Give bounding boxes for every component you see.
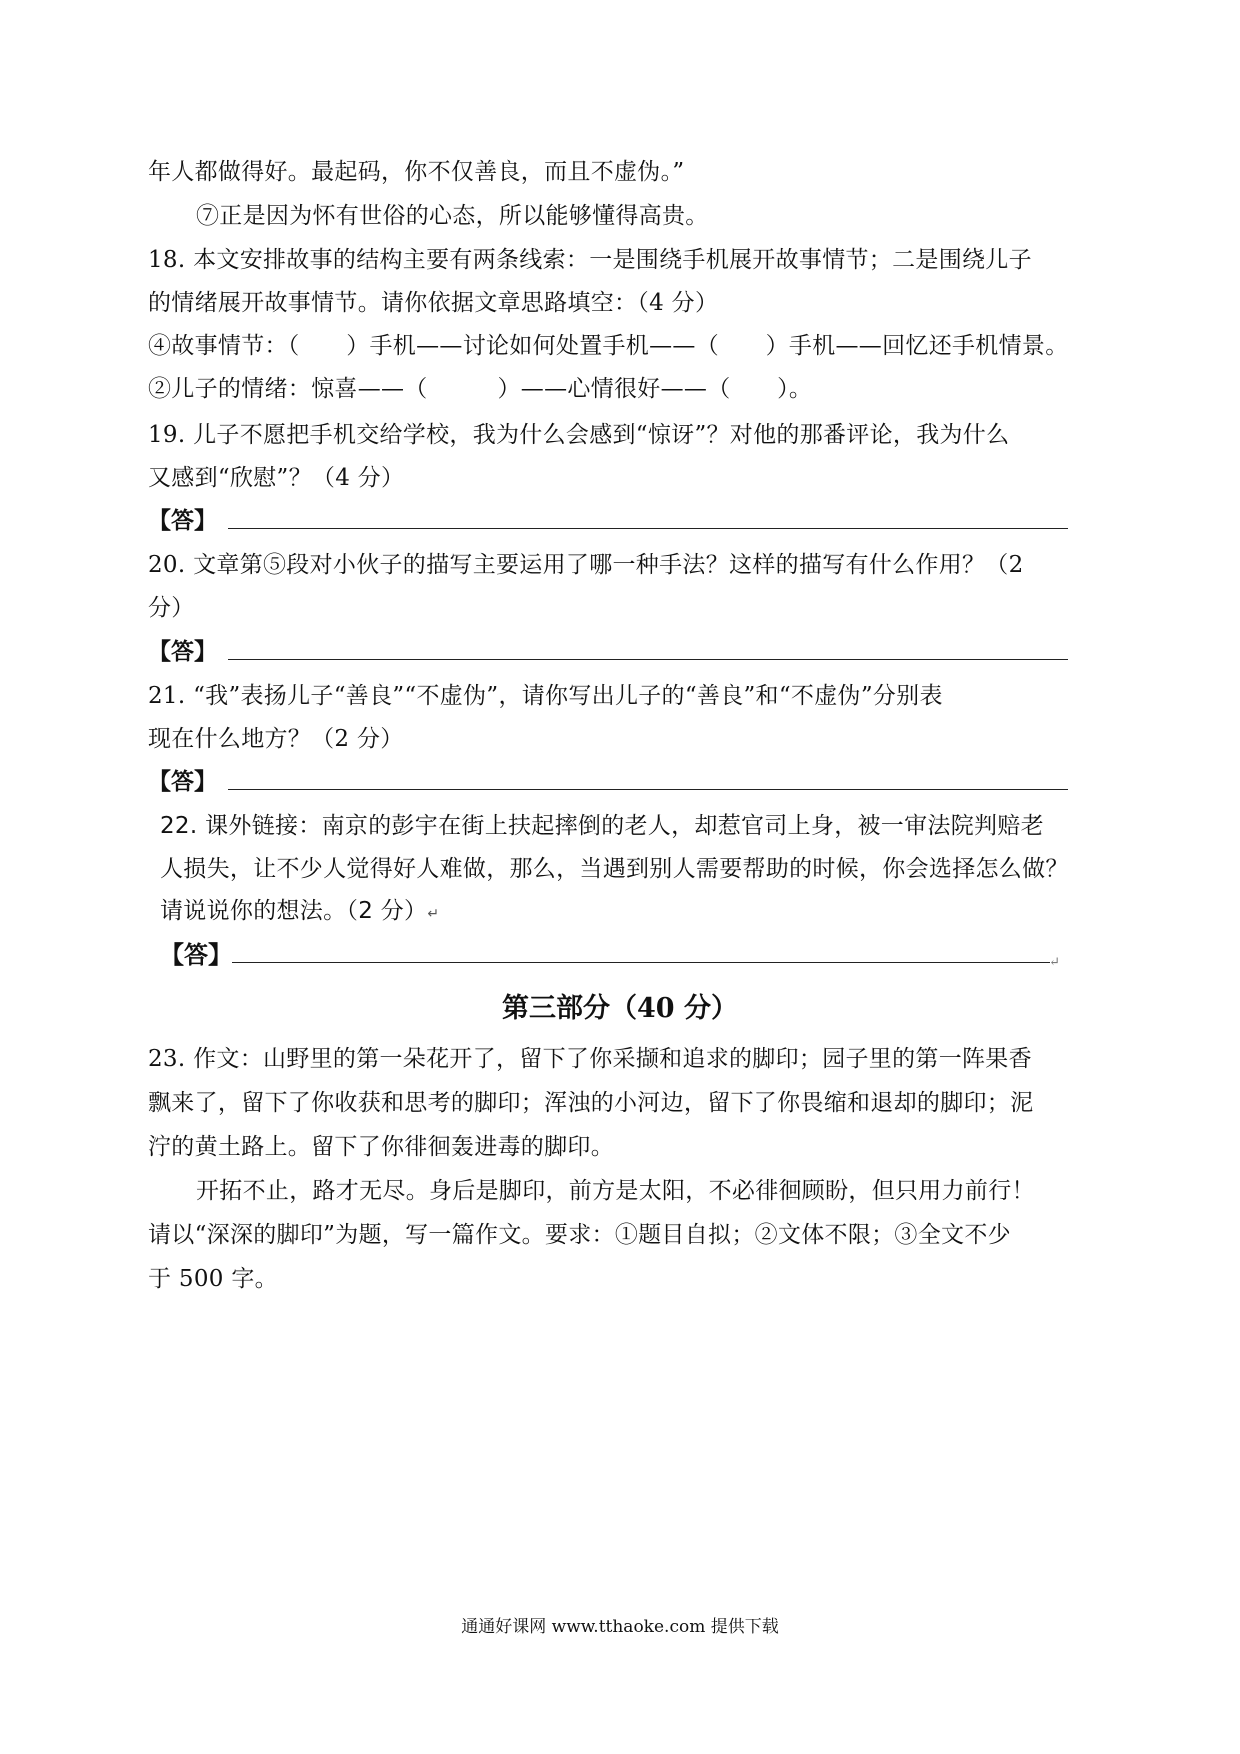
question-21-cont: 现在什么地方？（2 分） xyxy=(148,726,404,752)
answer-label: 【答】 xyxy=(148,768,217,795)
answer-label: 【答】 xyxy=(160,940,232,969)
answer-line-22[interactable] xyxy=(160,940,1060,970)
page-footer: 通通好课网 www.tthaoke.com 提供下载 xyxy=(461,1617,779,1637)
section-heading: 第三部分（40 分） xyxy=(502,993,738,1024)
answer-line-20[interactable] xyxy=(148,637,1068,667)
text-line: ⑦正是因为怀有世俗的心态，所以能够懂得高贵。 xyxy=(196,203,709,229)
question-18-plot-fill: ④故事情节：（ ）手机——讨论如何处置手机——（ ）手机——回忆还手机情景。 xyxy=(148,333,1069,359)
question-23-requirements: 请以“深深的脚印”为题，写一篇作文。要求：①题目自拟；②文体不限；③全文不少 xyxy=(148,1222,1011,1248)
answer-blank[interactable] xyxy=(232,962,1050,963)
question-18-mood-fill: ②儿子的情绪：惊喜——（ ）——心情很好——（ ）。 xyxy=(148,376,813,402)
question-23-cont: 于 500 字。 xyxy=(148,1266,278,1292)
question-21: 21. “我”表扬儿子“善良”“不虚伪”，请你写出儿子的“善良”和“不虚伪”分别表 xyxy=(148,683,943,709)
question-18-cont: 的情绪展开故事情节。请你依据文章思路填空：（4 分） xyxy=(148,290,719,316)
question-18: 18. 本文安排故事的结构主要有两条线索：一是围绕手机展开故事情节；二是围绕儿子 xyxy=(148,247,1032,273)
question-23-cont: 飘来了，留下了你收获和思考的脚印；浑浊的小河边，留下了你畏缩和退却的脚印；泥 xyxy=(148,1090,1034,1116)
question-23-paragraph: 开拓不止，路才无尽。身后是脚印，前方是太阳，不必徘徊顾盼，但只用力前行！ xyxy=(196,1178,1035,1204)
answer-blank[interactable] xyxy=(228,659,1068,660)
question-22-cont2 xyxy=(160,896,1120,929)
return-mark: ↵ xyxy=(1049,955,1060,970)
answer-blank[interactable] xyxy=(228,528,1068,529)
answer-line-19[interactable] xyxy=(148,506,1068,536)
question-20-cont: 分） xyxy=(148,595,195,621)
question-19: 19. 儿子不愿把手机交给学校，我为什么会感到“惊讶”？对他的那番评论，我为什么 xyxy=(148,422,1010,448)
answer-line-21[interactable] xyxy=(148,767,1068,797)
answer-label: 【答】 xyxy=(148,638,217,665)
question-23-cont: 泞的黄土路上。留下了你徘徊轰进毒的脚印。 xyxy=(148,1134,614,1160)
question-22-cont: 人损失，让不少人觉得好人难做，那么，当遇到别人需要帮助的时候，你会选择怎么做？ xyxy=(160,856,1069,882)
question-19-cont: 又感到“欣慰”？（4 分） xyxy=(148,465,405,491)
return-mark: ↵ xyxy=(427,906,440,922)
question-22-text: 请说说你的想法。（2 分） xyxy=(160,898,428,924)
answer-blank[interactable] xyxy=(228,789,1068,790)
answer-label: 【答】 xyxy=(148,507,217,534)
question-22: 22. 课外链接：南京的彭宇在街上扶起摔倒的老人，却惹官司上身，被一审法院判赔老 xyxy=(160,813,1044,839)
text-line: 年人都做得好。最起码，你不仅善良，而且不虚伪。” xyxy=(148,159,685,185)
question-23: 23. 作文：山野里的第一朵花开了，留下了你采撷和追求的脚印；园子里的第一阵果香 xyxy=(148,1046,1032,1072)
question-20: 20. 文章第⑤段对小伙子的描写主要运用了哪一种手法？这样的描写有什么作用？（2 xyxy=(148,552,1024,578)
